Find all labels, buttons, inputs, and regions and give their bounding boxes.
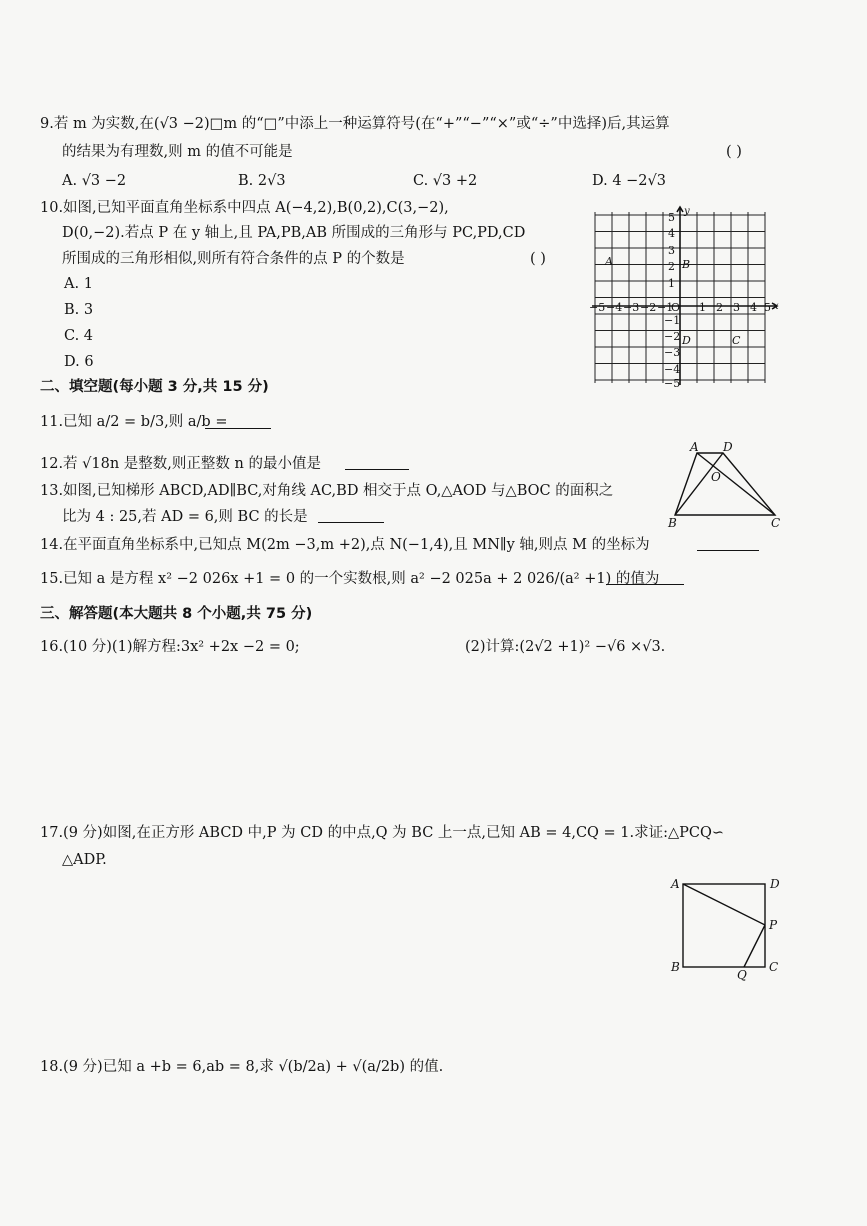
point-b-label: B — [682, 258, 691, 271]
option-d: D. 6 — [64, 354, 94, 370]
point-o-label: O — [711, 470, 721, 484]
x-tick-label: −1 — [657, 301, 674, 314]
answer-blank — [318, 508, 384, 523]
y-axis-label: y — [684, 206, 690, 217]
x-tick-label: −4 — [606, 301, 623, 314]
x-tick-label: 5 — [764, 301, 771, 314]
question-11-text: 11.已知 a/2 = b/3,则 a/b = — [40, 414, 228, 430]
question-13-line-1: 13.如图,已知梯形 ABCD,AD∥BC,对角线 AC,BD 相交于点 O,△AOD 与△BOC 的面积之 — [40, 483, 614, 499]
y-tick-label: −3 — [664, 346, 681, 359]
question-17-line-1: 17.(9 分)如图,在正方形 ABCD 中,P 为 CD 的中点,Q 为 BC 上一点,已知 AB = 4,CQ = 1.求证:△PCQ∽ — [40, 825, 725, 841]
y-tick-label: −5 — [664, 377, 681, 387]
x-tick-label: 1 — [699, 301, 706, 314]
question-16-part-2: (2)计算:(2√2 +1)² −√6 ×√3. — [465, 639, 666, 655]
option-b: B. 2√3 — [238, 173, 286, 189]
question-12-text: 12.若 √18n 是整数,则正整数 n 的最小值是 — [40, 456, 321, 472]
point-a-label: A — [605, 255, 613, 268]
option-a: A. 1 — [64, 276, 93, 292]
question-10-line-3: 所围成的三角形相似,则所有符合条件的点 P 的个数是 — [62, 251, 405, 267]
vertex-d-label: D — [723, 440, 733, 454]
answer-blank — [697, 536, 759, 551]
question-15-text: 15.已知 a 是方程 x² −2 026x +1 = 0 的一个实数根,则 a² −2 025a + 2 026/(a² +1) 的值为 — [40, 571, 660, 587]
vertex-a-label: A — [671, 877, 680, 891]
y-tick-label: 5 — [668, 211, 675, 224]
option-d: D. 4 −2√3 — [592, 173, 667, 189]
y-tick-label: −1 — [664, 314, 681, 327]
x-tick-label: 4 — [750, 301, 757, 314]
question-9-line-1: 9.若 m 为实数,在(√3 −2)□m 的“□”中添上一种运算符号(在“+”“−”“×”或“÷”中选择)后,其运算 — [40, 116, 670, 132]
trapezoid-figure — [665, 440, 785, 530]
answer-paren: ( ) — [530, 251, 546, 267]
answer-paren: ( ) — [726, 144, 742, 160]
question-17-line-2: △ADP. — [62, 852, 107, 868]
x-tick-label: 2 — [716, 301, 723, 314]
vertex-b-label: B — [668, 516, 677, 530]
point-q-label: Q — [737, 968, 747, 982]
question-14-text: 14.在平面直角坐标系中,已知点 M(2m −3,m +2),点 N(−1,4),且 MN∥y 轴,则点 M 的坐标为 — [40, 537, 650, 553]
vertex-c-label: C — [771, 516, 781, 530]
y-tick-label: 1 — [668, 277, 675, 290]
y-tick-label: 2 — [668, 260, 675, 273]
answer-blank — [606, 570, 684, 585]
y-tick-label: −2 — [664, 330, 681, 343]
point-p-label: P — [769, 918, 778, 932]
x-axis-label: x — [773, 301, 779, 312]
vertex-a-label: A — [690, 440, 699, 454]
option-c: C. √3 +2 — [413, 173, 478, 189]
origin-label: O — [671, 301, 681, 314]
question-18-text: 18.(9 分)已知 a +b = 6,ab = 8,求 √(b/2a) + √(a/2b) 的值. — [40, 1059, 444, 1075]
vertex-b-label: B — [671, 960, 680, 974]
y-tick-label: 4 — [668, 227, 675, 240]
x-tick-label: −5 — [589, 301, 606, 314]
option-c: C. 4 — [64, 328, 94, 344]
answer-blank — [345, 455, 409, 470]
x-tick-label: 3 — [733, 301, 740, 314]
x-tick-label: −2 — [640, 301, 657, 314]
vertex-c-label: C — [769, 960, 779, 974]
y-tick-label: 3 — [668, 244, 675, 257]
vertex-d-label: D — [770, 877, 780, 891]
question-13-line-2: 比为 4 : 25,若 AD = 6,则 BC 的长是 — [62, 509, 308, 525]
question-10-line-2: D(0,−2).若点 P 在 y 轴上,且 PA,PB,AB 所围成的三角形与 PC,PD,CD — [62, 225, 526, 241]
option-a: A. √3 −2 — [62, 173, 127, 189]
option-b: B. 3 — [64, 302, 94, 318]
point-d-label: D — [682, 334, 691, 347]
question-9-line-2: 的结果为有理数,则 m 的值不可能是 — [62, 144, 293, 160]
question-10-line-1: 10.如图,已知平面直角坐标系中四点 A(−4,2),B(0,2),C(3,−2), — [40, 200, 449, 216]
section-2-title: 二、填空题(每小题 3 分,共 15 分) — [40, 379, 269, 395]
x-tick-label: −3 — [623, 301, 640, 314]
coordinate-grid-figure — [588, 205, 784, 387]
question-16-part-1: 16.(10 分)(1)解方程:3x² +2x −2 = 0; — [40, 639, 300, 655]
section-3-title: 三、解答题(本大题共 8 个小题,共 75 分) — [40, 606, 313, 622]
point-c-label: C — [732, 334, 741, 347]
y-tick-label: −4 — [664, 363, 681, 376]
square-figure — [668, 873, 786, 985]
answer-blank — [205, 414, 271, 429]
